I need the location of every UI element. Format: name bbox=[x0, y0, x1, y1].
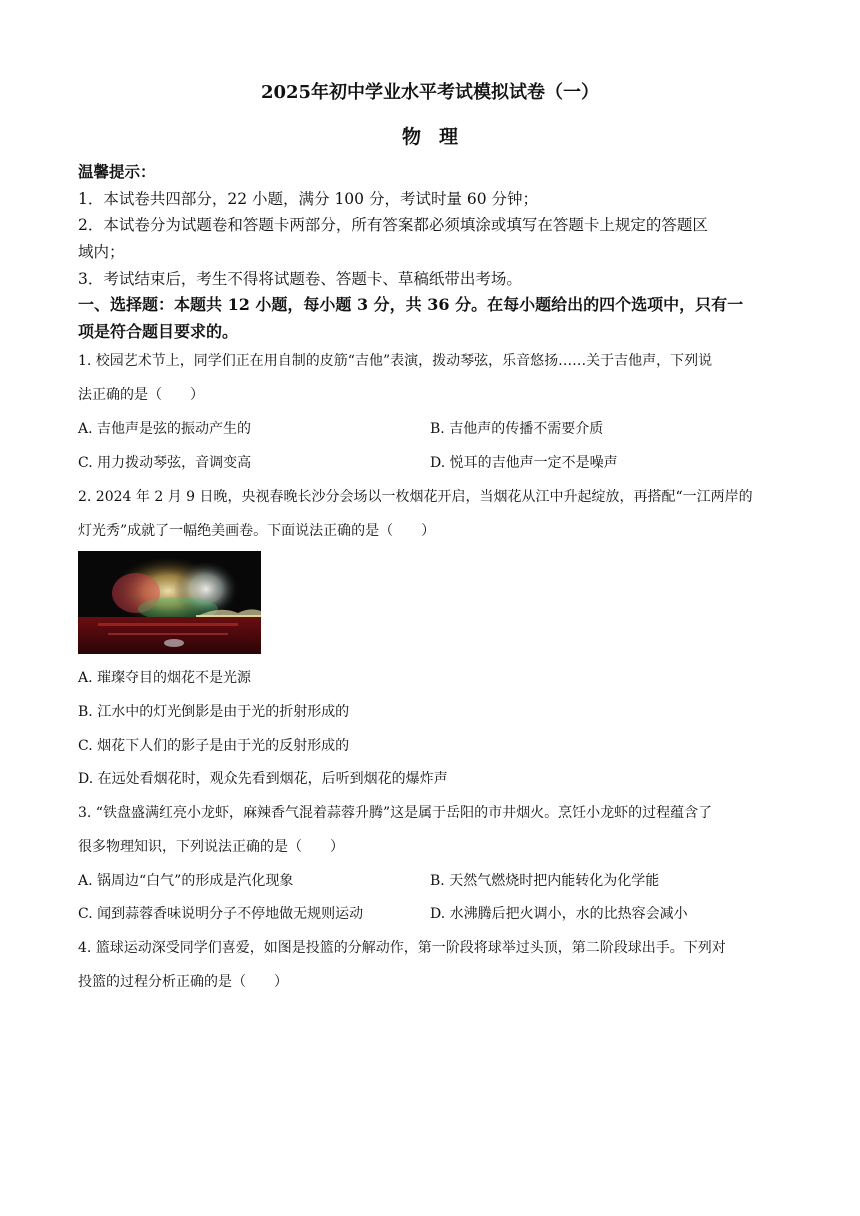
notice-heading: 温馨提示： bbox=[78, 162, 156, 181]
question-3-option-d: D. 水沸腾后把火调小，水的比热容会减小 bbox=[430, 906, 688, 922]
question-1-stem: 1. 校园艺术节上，同学们正在用自制的皮筋“吉他”表演，拨动琴弦，乐音悠扬……关于吉他声，下列说 bbox=[78, 353, 713, 369]
section-heading-cont: 项是符合题目要求的。 bbox=[78, 322, 239, 341]
question-1-option-b: B. 吉他声的传播不需要介质 bbox=[430, 421, 604, 437]
question-1-option-c: C. 用力拨动琴弦，音调变高 bbox=[78, 455, 252, 471]
question-3-stem: 3. “铁盘盛满红亮小龙虾，麻辣香气混着蒜蓉升腾”这是属于岳阳的市井烟火。烹饪小龙虾的过程蕴含了 bbox=[78, 805, 713, 821]
notice-item: 1．本试卷共四部分，22 小题，满分 100 分，考试时量 60 分钟； bbox=[78, 190, 539, 208]
notice-item: 2．本试卷分为试题卷和答题卡两部分，所有答案都必须填涂或填写在答题卡上规定的答题区 bbox=[78, 216, 708, 234]
question-3-option-c: C. 闻到蒜蓉香味说明分子不停地做无规则运动 bbox=[78, 906, 364, 922]
question-3-stem-cont: 很多物理知识，下列说法正确的是（ ） bbox=[78, 839, 344, 855]
question-1-stem-cont: 法正确的是（ ） bbox=[78, 387, 204, 403]
notice-item: 3．考试结束后，考生不得将试题卷、答题卡、草稿纸带出考场。 bbox=[78, 270, 522, 288]
question-1-option-d: D. 悦耳的吉他声一定不是噪声 bbox=[430, 455, 618, 471]
exam-title: 2025年初中学业水平考试模拟试卷（一） bbox=[260, 82, 600, 103]
section-heading: 一、选择题：本题共 12 小题，每小题 3 分，共 36 分。在每小题给出的四个选项中，只有一 bbox=[78, 295, 744, 314]
fireworks-photo bbox=[78, 551, 261, 654]
question-2-option-d: D. 在远处看烟花时，观众先看到烟花，后听到烟花的爆炸声 bbox=[78, 771, 448, 787]
question-1-option-a: A. 吉他声是弦的振动产生的 bbox=[78, 421, 252, 437]
question-2-option-b: B. 江水中的灯光倒影是由于光的折射形成的 bbox=[78, 704, 350, 720]
question-2-option-c: C. 烟花下人们的影子是由于光的反射形成的 bbox=[78, 738, 350, 754]
question-3-option-b: B. 天然气燃烧时把内能转化为化学能 bbox=[430, 873, 660, 889]
question-3-option-a: A. 锅周边“白气”的形成是汽化现象 bbox=[78, 873, 294, 889]
question-2-stem: 2. 2024 年 2 月 9 日晚，央视春晚长沙分会场以一枚烟花开启，当烟花从江中升起绽放，再搭配“一江两岸的 bbox=[78, 489, 753, 505]
question-2-option-a: A. 璀璨夺目的烟花不是光源 bbox=[78, 670, 252, 686]
subject-title: 物理 bbox=[401, 126, 476, 148]
question-2-stem-cont: 灯光秀”成就了一幅绝美画卷。下面说法正确的是（ ） bbox=[78, 523, 436, 539]
notice-item: 域内； bbox=[78, 243, 125, 261]
question-4-stem: 4. 篮球运动深受同学们喜爱，如图是投篮的分解动作，第一阶段将球举过头顶，第二阶段球出手。下列对 bbox=[78, 940, 726, 956]
question-4-stem-cont: 投篮的过程分析正确的是（ ） bbox=[78, 974, 288, 990]
